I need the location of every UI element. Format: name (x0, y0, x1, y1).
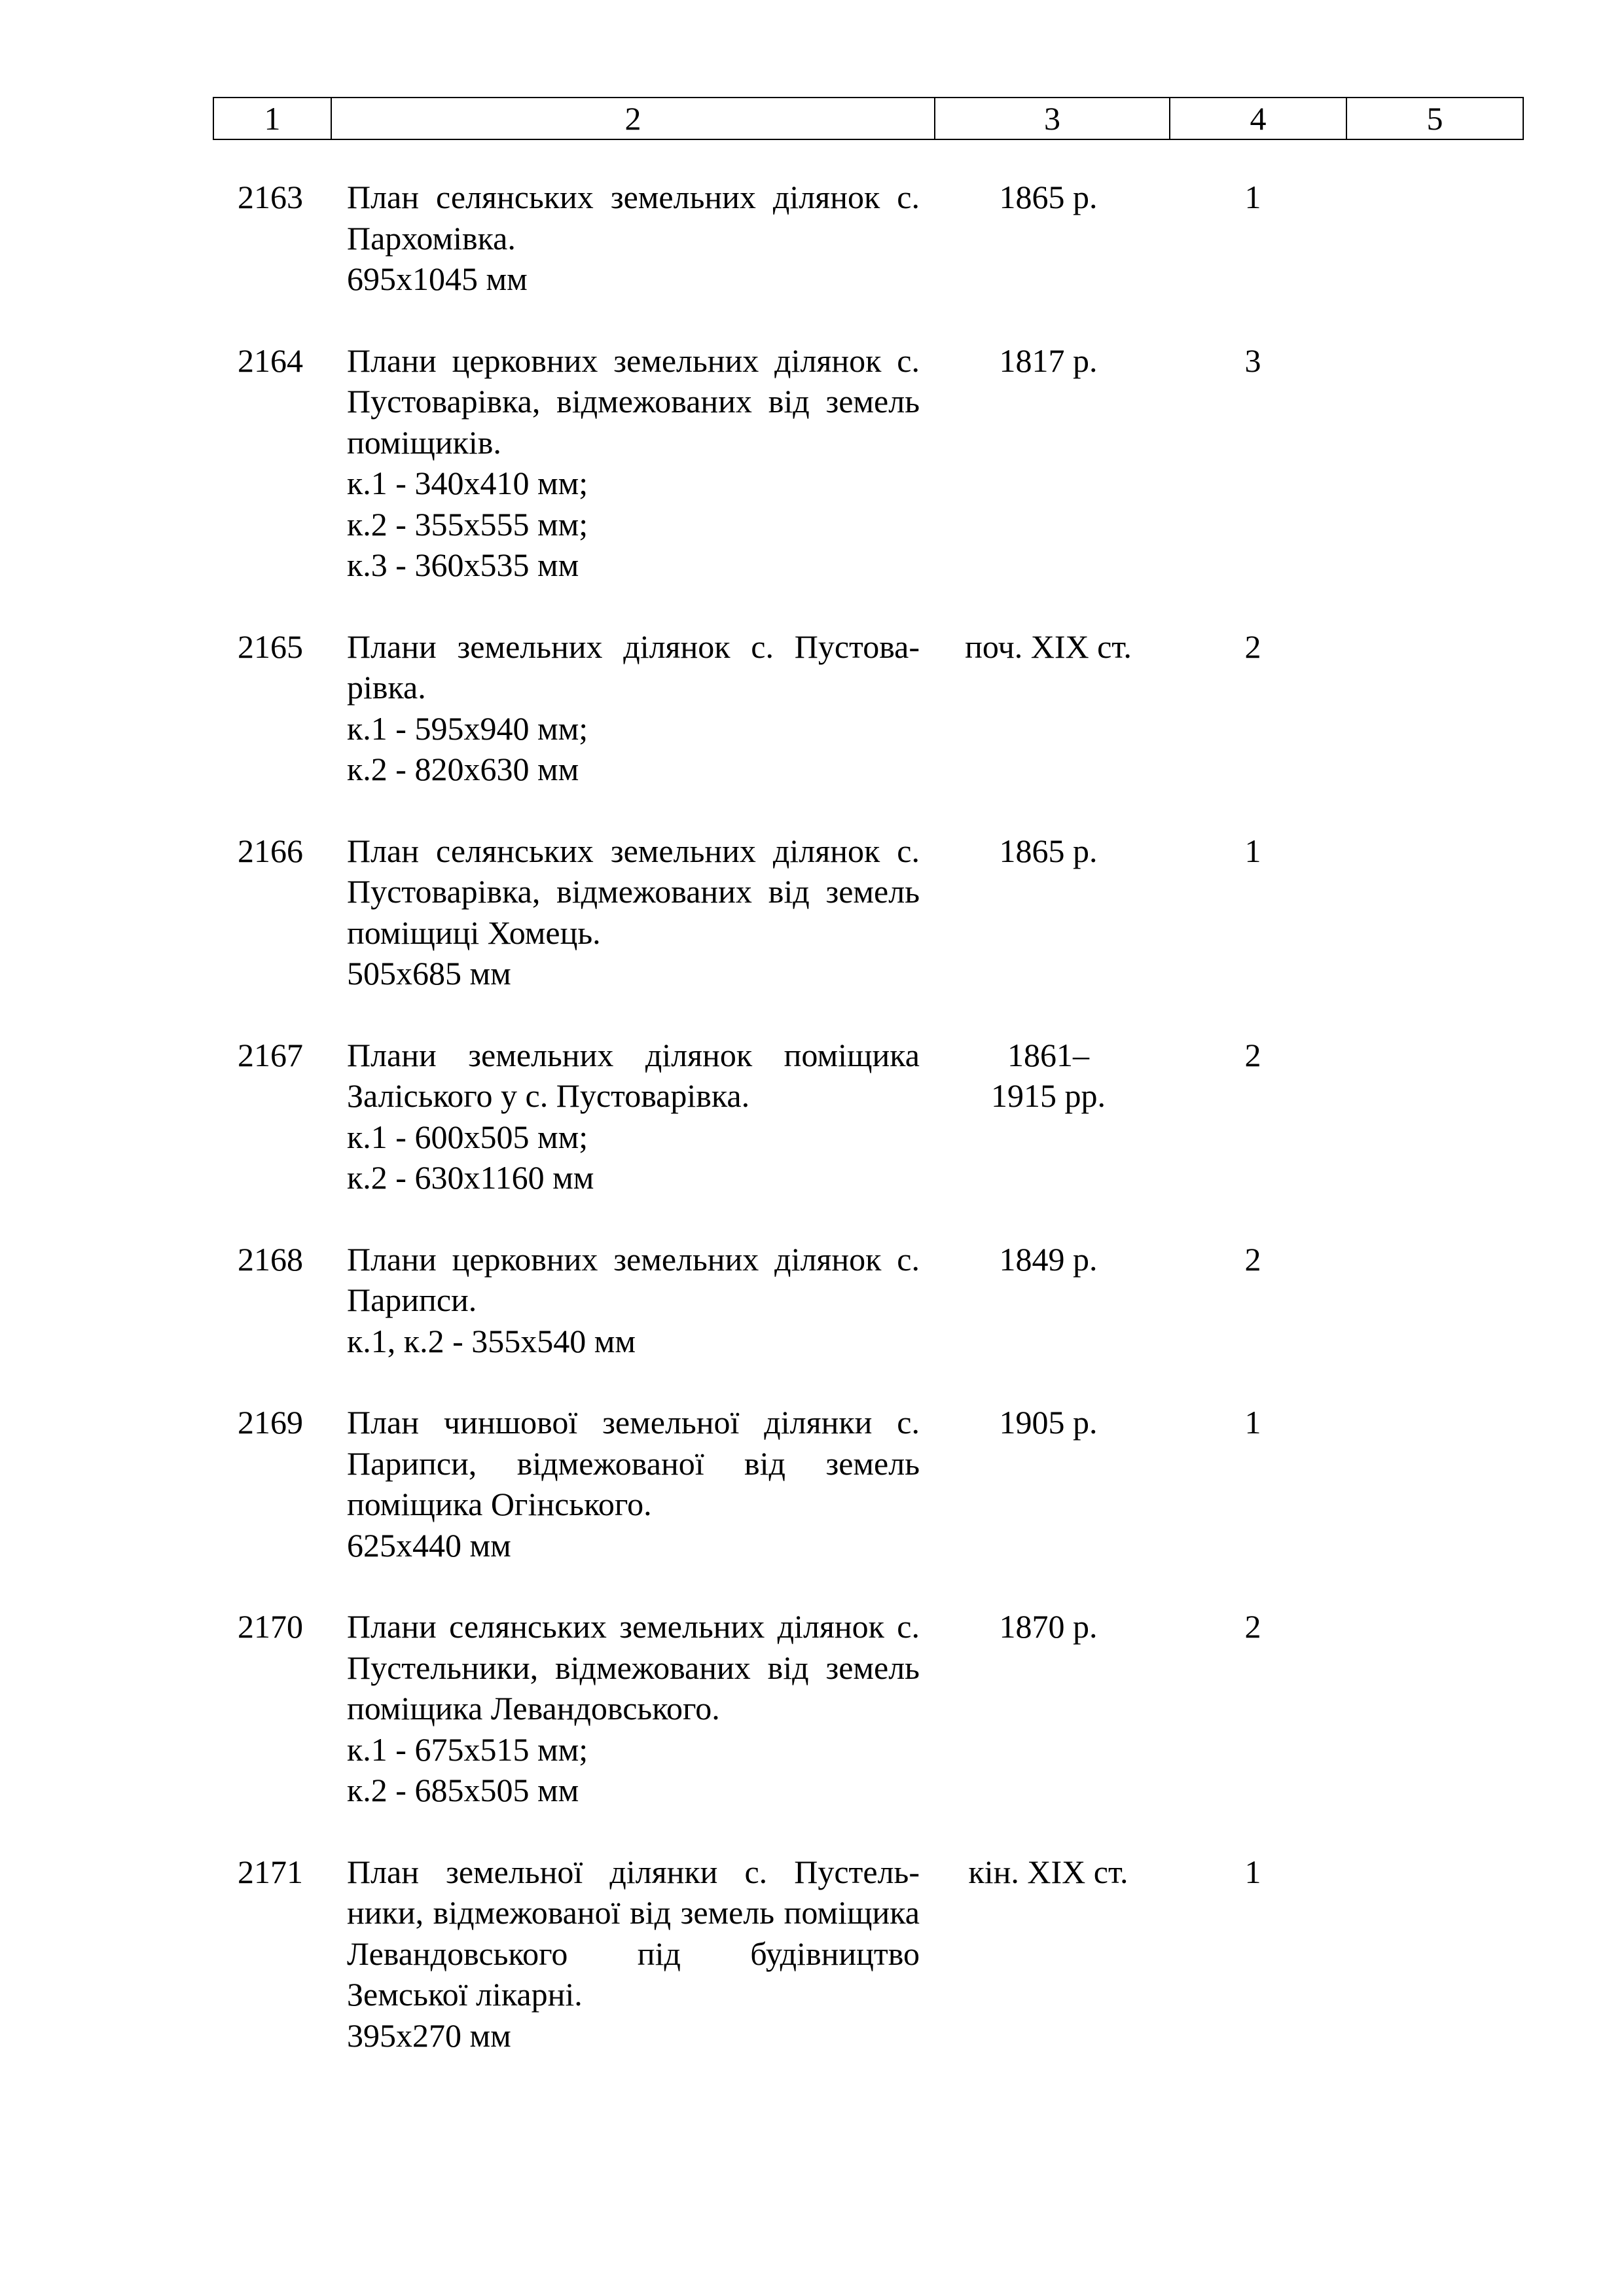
entry-dimensions: к.1, к.2 - 355х540 мм (347, 1322, 636, 1359)
catalog-entry (213, 1402, 1516, 1566)
column-header-3: 3 (935, 98, 1170, 139)
entry-date: 1861– 1915 рр. (991, 1036, 1106, 1114)
column-header-2: 2 (331, 98, 935, 139)
entry-sheet-count: 2 (1244, 1608, 1261, 1645)
catalog-entry (213, 1035, 1516, 1198)
catalog-entry (213, 177, 1516, 300)
entry-title: План селянських земельних ділянок с. Пустоварівка, відмежованих від земель поміщиці Хомець. (347, 832, 920, 951)
catalog-entry (213, 1852, 1516, 2056)
entry-dimensions: 395х270 мм (347, 2017, 511, 2054)
catalog-entry (213, 1606, 1516, 1811)
entry-dimensions: к.3 - 360х535 мм (347, 547, 579, 583)
entry-dimensions: к.2 - 355х555 мм; (347, 505, 588, 543)
entry-sheet-count: 1 (1244, 1404, 1261, 1441)
entry-sheet-count: 1 (1244, 832, 1261, 869)
entry-description (347, 1035, 920, 1198)
entry-dimensions: к.1 - 340х410 мм; (347, 465, 588, 501)
entry-description (347, 626, 920, 790)
entry-title: Плани церковних земельних ділянок с. Парипси. (347, 1240, 920, 1318)
catalog-entry (213, 340, 1516, 586)
entry-description (347, 1239, 920, 1362)
entry-dimensions: 505х685 мм (347, 955, 511, 992)
entry-title: План земельної ділянки с. Пустель-ники, відмежованої від земель поміщика Левандовського під будівництво Земської лікарні. (347, 1853, 920, 2013)
entry-dimensions: к.1 - 600х505 мм; (347, 1118, 588, 1155)
entry-title: Плани земельних ділянок поміщика Заліського у с. Пустоварівка. (347, 1036, 920, 1114)
entry-number: 2169 (238, 1404, 303, 1441)
entry-number: 2163 (238, 179, 303, 215)
entry-dimensions: к.2 - 685х505 мм (347, 1772, 579, 1808)
entry-title: Плани земельних ділянок с. Пустова-рівка. (347, 628, 920, 706)
entry-description (347, 177, 920, 300)
column-header-5: 5 (1346, 98, 1523, 139)
entry-sheet-count: 2 (1244, 1036, 1261, 1073)
entry-dimensions: 695х1045 мм (347, 260, 528, 297)
entry-description (347, 1402, 920, 1566)
entry-title: План чиншової земельної ділянки с. Парипси, відмежованої від земель поміщика Огінського. (347, 1404, 920, 1522)
entry-number: 2170 (238, 1608, 303, 1645)
entry-number: 2166 (238, 832, 303, 869)
entry-description (347, 1852, 920, 2056)
entry-date: 1865 р. (999, 179, 1098, 215)
entry-date: кін. ХІХ ст. (968, 1853, 1128, 1890)
entry-number: 2164 (238, 342, 303, 379)
entry-sheet-count: 3 (1244, 342, 1261, 379)
entry-number: 2167 (238, 1036, 303, 1073)
catalog-entries (213, 177, 1516, 2056)
entry-date: 1870 р. (999, 1608, 1098, 1645)
entry-dimensions: к.1 - 675х515 мм; (347, 1731, 588, 1768)
entry-date: 1817 р. (999, 342, 1098, 379)
entry-sheet-count: 1 (1244, 1853, 1261, 1890)
entry-date: 1905 р. (999, 1404, 1098, 1441)
entry-description (347, 1606, 920, 1811)
catalog-entry (213, 831, 1516, 994)
catalog-entry (213, 1239, 1516, 1362)
column-header-1: 1 (213, 98, 331, 139)
entry-number: 2171 (238, 1853, 303, 1890)
entry-sheet-count: 2 (1244, 628, 1261, 665)
entry-title: Плани селянських земельних ділянок с. Пустельники, відмежованих від земель поміщика Левандовського. (347, 1608, 920, 1727)
entry-dimensions: 625х440 мм (347, 1526, 511, 1564)
catalog-entry (213, 626, 1516, 790)
entry-title: План селянських земельних ділянок с. Пархомівка. (347, 179, 920, 257)
entry-description (347, 831, 920, 994)
entry-number: 2168 (238, 1240, 303, 1278)
column-header-4: 4 (1170, 98, 1346, 139)
entry-sheet-count: 1 (1244, 179, 1261, 215)
entry-dimensions: к.1 - 595х940 мм; (347, 709, 588, 747)
entry-date: 1865 р. (999, 832, 1098, 869)
entry-dimensions: к.2 - 630х1160 мм (347, 1159, 594, 1196)
entry-number: 2165 (238, 628, 303, 665)
column-number-header (213, 97, 1524, 140)
entry-dimensions: к.2 - 820х630 мм (347, 751, 579, 787)
entry-date: 1849 р. (999, 1240, 1098, 1278)
entry-date: поч. ХІХ ст. (965, 628, 1132, 665)
entry-description (347, 340, 920, 586)
entry-sheet-count: 2 (1244, 1240, 1261, 1278)
entry-title: Плани церковних земельних ділянок с. Пустоварівка, відмежованих від земель поміщиків. (347, 342, 920, 461)
